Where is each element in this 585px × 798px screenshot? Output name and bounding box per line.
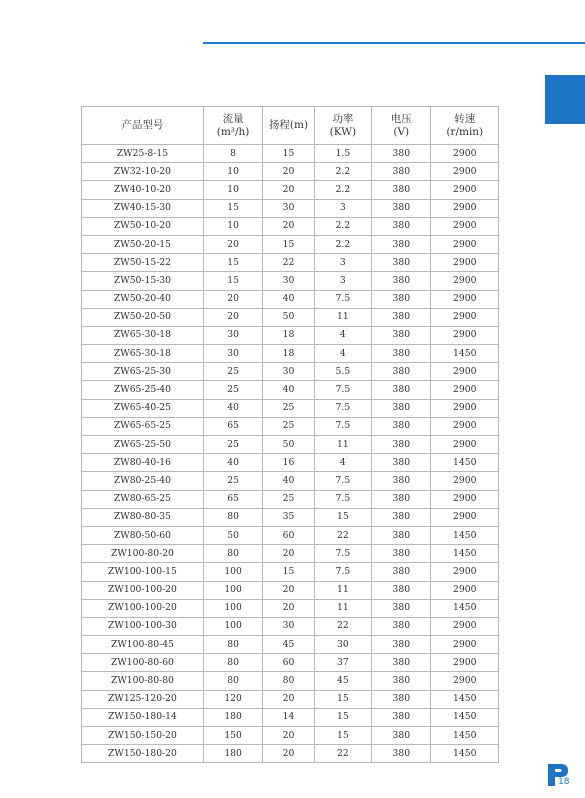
table-row: [82, 690, 499, 708]
cell-flow: 180: [203, 745, 262, 763]
cell-flow: 100: [203, 617, 262, 635]
cell-flow: 100: [203, 563, 262, 581]
table-row: [82, 581, 499, 599]
cell-model: ZW50-15-22: [82, 254, 204, 272]
cell-flow: 30: [203, 326, 262, 344]
cell-model: ZW50-20-15: [82, 235, 204, 253]
cell-model: ZW80-25-40: [82, 472, 204, 490]
cell-model: ZW100-80-45: [82, 636, 204, 654]
cell-speed: 2900: [431, 399, 499, 417]
cell-model: ZW50-20-50: [82, 308, 204, 326]
cell-voltage: 380: [372, 326, 431, 344]
cell-head: 22: [263, 254, 314, 272]
cell-model: ZW100-100-20: [82, 581, 204, 599]
table-row: [82, 163, 499, 181]
cell-power: 22: [314, 526, 371, 544]
cell-flow: 10: [203, 217, 262, 235]
cell-model: ZW65-65-25: [82, 417, 204, 435]
cell-speed: 1450: [431, 708, 499, 726]
cell-power: 5.5: [314, 363, 371, 381]
header-voltage: 电压 (V): [372, 107, 431, 145]
table-row: [82, 636, 499, 654]
cell-power: 3: [314, 254, 371, 272]
cell-model: ZW125-120-20: [82, 690, 204, 708]
cell-speed: 2900: [431, 617, 499, 635]
cell-flow: 15: [203, 254, 262, 272]
cell-power: 7.5: [314, 399, 371, 417]
header-flow: 流量 (m³/h): [203, 107, 262, 145]
table-row: [82, 472, 499, 490]
cell-power: 7.5: [314, 545, 371, 563]
cell-speed: 2900: [431, 636, 499, 654]
cell-flow: 50: [203, 526, 262, 544]
cell-flow: 150: [203, 727, 262, 745]
cell-head: 25: [263, 417, 314, 435]
cell-model: ZW50-15-30: [82, 272, 204, 290]
cell-speed: 1450: [431, 545, 499, 563]
cell-head: 30: [263, 272, 314, 290]
cell-voltage: 380: [372, 690, 431, 708]
table-row: [82, 290, 499, 308]
cell-model: ZW100-100-15: [82, 563, 204, 581]
cell-flow: 25: [203, 472, 262, 490]
cell-flow: 80: [203, 508, 262, 526]
table-row: [82, 254, 499, 272]
cell-voltage: 380: [372, 599, 431, 617]
cell-head: 15: [263, 563, 314, 581]
cell-head: 14: [263, 708, 314, 726]
cell-head: 60: [263, 654, 314, 672]
cell-voltage: 380: [372, 672, 431, 690]
cell-voltage: 380: [372, 436, 431, 454]
cell-flow: 8: [203, 145, 262, 163]
cell-head: 20: [263, 599, 314, 617]
page-number: 18: [558, 777, 570, 787]
cell-head: 20: [263, 545, 314, 563]
cell-flow: 65: [203, 417, 262, 435]
cell-model: ZW65-25-30: [82, 363, 204, 381]
cell-head: 18: [263, 326, 314, 344]
cell-voltage: 380: [372, 235, 431, 253]
cell-power: 7.5: [314, 290, 371, 308]
table-row: [82, 727, 499, 745]
table-row: [82, 181, 499, 199]
cell-power: 22: [314, 617, 371, 635]
cell-model: ZW100-100-20: [82, 599, 204, 617]
cell-head: 20: [263, 727, 314, 745]
cell-speed: 2900: [431, 672, 499, 690]
cell-flow: 120: [203, 690, 262, 708]
cell-flow: 25: [203, 381, 262, 399]
header-speed: 转速 (r/min): [431, 107, 499, 145]
cell-voltage: 380: [372, 290, 431, 308]
table-row: [82, 508, 499, 526]
table-row: [82, 672, 499, 690]
cell-speed: 2900: [431, 199, 499, 217]
cell-voltage: 380: [372, 636, 431, 654]
cell-head: 40: [263, 472, 314, 490]
cell-model: ZW50-10-20: [82, 217, 204, 235]
table-row: [82, 235, 499, 253]
cell-model: ZW65-25-40: [82, 381, 204, 399]
cell-flow: 20: [203, 290, 262, 308]
cell-speed: 2900: [431, 308, 499, 326]
cell-flow: 65: [203, 490, 262, 508]
cell-speed: 2900: [431, 654, 499, 672]
cell-power: 11: [314, 581, 371, 599]
cell-power: 2.2: [314, 217, 371, 235]
cell-head: 25: [263, 490, 314, 508]
cell-flow: 80: [203, 654, 262, 672]
cell-power: 2.2: [314, 235, 371, 253]
table-row: [82, 745, 499, 763]
cell-head: 30: [263, 199, 314, 217]
table-row: [82, 563, 499, 581]
cell-voltage: 380: [372, 581, 431, 599]
cell-voltage: 380: [372, 254, 431, 272]
cell-voltage: 380: [372, 181, 431, 199]
cell-power: 15: [314, 690, 371, 708]
cell-power: 1.5: [314, 145, 371, 163]
cell-power: 7.5: [314, 417, 371, 435]
table-row: [82, 363, 499, 381]
cell-head: 40: [263, 290, 314, 308]
cell-head: 30: [263, 363, 314, 381]
cell-voltage: 380: [372, 727, 431, 745]
cell-voltage: 380: [372, 508, 431, 526]
cell-speed: 2900: [431, 163, 499, 181]
cell-voltage: 380: [372, 654, 431, 672]
cell-voltage: 380: [372, 199, 431, 217]
cell-speed: 1450: [431, 454, 499, 472]
cell-speed: 1450: [431, 727, 499, 745]
table-row: [82, 381, 499, 399]
cell-model: ZW100-80-20: [82, 545, 204, 563]
cell-flow: 20: [203, 235, 262, 253]
cell-speed: 1450: [431, 345, 499, 363]
cell-speed: 2900: [431, 272, 499, 290]
cell-head: 50: [263, 308, 314, 326]
cell-speed: 2900: [431, 436, 499, 454]
cell-model: ZW40-15-30: [82, 199, 204, 217]
table-row: [82, 545, 499, 563]
cell-model: ZW150-180-14: [82, 708, 204, 726]
cell-model: ZW80-50-60: [82, 526, 204, 544]
cell-head: 20: [263, 217, 314, 235]
cell-head: 20: [263, 581, 314, 599]
cell-model: ZW65-40-25: [82, 399, 204, 417]
cell-power: 3: [314, 199, 371, 217]
header-rule: [203, 42, 585, 44]
cell-power: 7.5: [314, 472, 371, 490]
cell-speed: 2900: [431, 508, 499, 526]
cell-speed: 2900: [431, 235, 499, 253]
cell-model: ZW80-40-16: [82, 454, 204, 472]
cell-voltage: 380: [372, 399, 431, 417]
table-row: [82, 326, 499, 344]
cell-model: ZW80-65-25: [82, 490, 204, 508]
cell-voltage: 380: [372, 381, 431, 399]
cell-flow: 80: [203, 636, 262, 654]
cell-flow: 10: [203, 163, 262, 181]
cell-voltage: 380: [372, 490, 431, 508]
cell-flow: 40: [203, 454, 262, 472]
cell-head: 20: [263, 745, 314, 763]
cell-power: 4: [314, 454, 371, 472]
cell-speed: 2900: [431, 181, 499, 199]
cell-head: 25: [263, 399, 314, 417]
cell-model: ZW65-30-18: [82, 326, 204, 344]
cell-flow: 40: [203, 399, 262, 417]
cell-voltage: 380: [372, 563, 431, 581]
cell-speed: 2900: [431, 145, 499, 163]
cell-head: 60: [263, 526, 314, 544]
cell-model: ZW50-20-40: [82, 290, 204, 308]
cell-head: 50: [263, 436, 314, 454]
table-row: [82, 599, 499, 617]
cell-model: ZW150-180-20: [82, 745, 204, 763]
cell-model: ZW80-80-35: [82, 508, 204, 526]
table-row: [82, 708, 499, 726]
cell-power: 11: [314, 599, 371, 617]
table-row: [82, 436, 499, 454]
table-row: [82, 308, 499, 326]
cell-speed: 1450: [431, 526, 499, 544]
cell-power: 15: [314, 508, 371, 526]
cell-voltage: 380: [372, 345, 431, 363]
cell-head: 16: [263, 454, 314, 472]
cell-power: 4: [314, 345, 371, 363]
cell-model: ZW65-25-50: [82, 436, 204, 454]
table-row: [82, 217, 499, 235]
cell-voltage: 380: [372, 526, 431, 544]
table-row: [82, 345, 499, 363]
cell-model: ZW25-8-15: [82, 145, 204, 163]
cell-flow: 15: [203, 272, 262, 290]
cell-voltage: 380: [372, 745, 431, 763]
cell-head: 80: [263, 672, 314, 690]
cell-model: ZW150-150-20: [82, 727, 204, 745]
cell-voltage: 380: [372, 363, 431, 381]
table-row: [82, 272, 499, 290]
cell-power: 7.5: [314, 381, 371, 399]
cell-speed: 2900: [431, 290, 499, 308]
cell-power: 11: [314, 436, 371, 454]
cell-speed: 1450: [431, 599, 499, 617]
cell-power: 3: [314, 272, 371, 290]
cell-flow: 20: [203, 308, 262, 326]
cell-flow: 180: [203, 708, 262, 726]
table-row: [82, 526, 499, 544]
cell-flow: 100: [203, 599, 262, 617]
cell-voltage: 380: [372, 454, 431, 472]
cell-flow: 80: [203, 672, 262, 690]
cell-voltage: 380: [372, 272, 431, 290]
table-row: [82, 145, 499, 163]
cell-power: 37: [314, 654, 371, 672]
pump-spec-table: [81, 106, 499, 763]
cell-voltage: 380: [372, 472, 431, 490]
cell-speed: 2900: [431, 563, 499, 581]
table-row: [82, 399, 499, 417]
table-row: [82, 199, 499, 217]
cell-speed: 1450: [431, 745, 499, 763]
cell-speed: 1450: [431, 690, 499, 708]
table-row: [82, 454, 499, 472]
cell-power: 4: [314, 326, 371, 344]
cell-model: ZW32-10-20: [82, 163, 204, 181]
cell-voltage: 380: [372, 417, 431, 435]
cell-speed: 2900: [431, 417, 499, 435]
cell-model: ZW100-80-80: [82, 672, 204, 690]
cell-head: 15: [263, 235, 314, 253]
cell-power: 7.5: [314, 563, 371, 581]
cell-head: 45: [263, 636, 314, 654]
cell-voltage: 380: [372, 617, 431, 635]
header-power: 功率 (KW): [314, 107, 371, 145]
cell-flow: 10: [203, 181, 262, 199]
cell-voltage: 380: [372, 308, 431, 326]
cell-speed: 2900: [431, 217, 499, 235]
cell-voltage: 380: [372, 708, 431, 726]
cell-power: 2.2: [314, 163, 371, 181]
cell-head: 40: [263, 381, 314, 399]
cell-power: 7.5: [314, 490, 371, 508]
cell-voltage: 380: [372, 145, 431, 163]
cell-power: 15: [314, 727, 371, 745]
cell-speed: 2900: [431, 254, 499, 272]
cell-model: ZW65-30-18: [82, 345, 204, 363]
cell-head: 35: [263, 508, 314, 526]
cell-flow: 25: [203, 363, 262, 381]
header-model: 产品型号: [82, 107, 204, 145]
cell-power: 45: [314, 672, 371, 690]
table-row: [82, 490, 499, 508]
table-row: [82, 617, 499, 635]
cell-head: 18: [263, 345, 314, 363]
cell-model: ZW100-80-60: [82, 654, 204, 672]
cell-voltage: 380: [372, 545, 431, 563]
cell-speed: 2900: [431, 381, 499, 399]
cell-speed: 2900: [431, 490, 499, 508]
cell-power: 11: [314, 308, 371, 326]
cell-head: 30: [263, 617, 314, 635]
cell-flow: 15: [203, 199, 262, 217]
cell-model: ZW40-10-20: [82, 181, 204, 199]
cell-power: 2.2: [314, 181, 371, 199]
cell-speed: 2900: [431, 363, 499, 381]
cell-power: 30: [314, 636, 371, 654]
table-header-row: [82, 107, 499, 145]
cell-power: 15: [314, 708, 371, 726]
cell-flow: 30: [203, 345, 262, 363]
cell-voltage: 380: [372, 217, 431, 235]
cell-head: 20: [263, 690, 314, 708]
cell-power: 22: [314, 745, 371, 763]
cell-speed: 2900: [431, 326, 499, 344]
table-row: [82, 417, 499, 435]
cell-speed: 2900: [431, 472, 499, 490]
cell-head: 20: [263, 181, 314, 199]
section-tab: [545, 75, 585, 124]
cell-flow: 80: [203, 545, 262, 563]
cell-head: 15: [263, 145, 314, 163]
cell-flow: 100: [203, 581, 262, 599]
cell-flow: 25: [203, 436, 262, 454]
table-row: [82, 654, 499, 672]
cell-voltage: 380: [372, 163, 431, 181]
header-head: 扬程(m): [263, 107, 314, 145]
cell-head: 20: [263, 163, 314, 181]
cell-model: ZW100-100-30: [82, 617, 204, 635]
cell-speed: 2900: [431, 581, 499, 599]
